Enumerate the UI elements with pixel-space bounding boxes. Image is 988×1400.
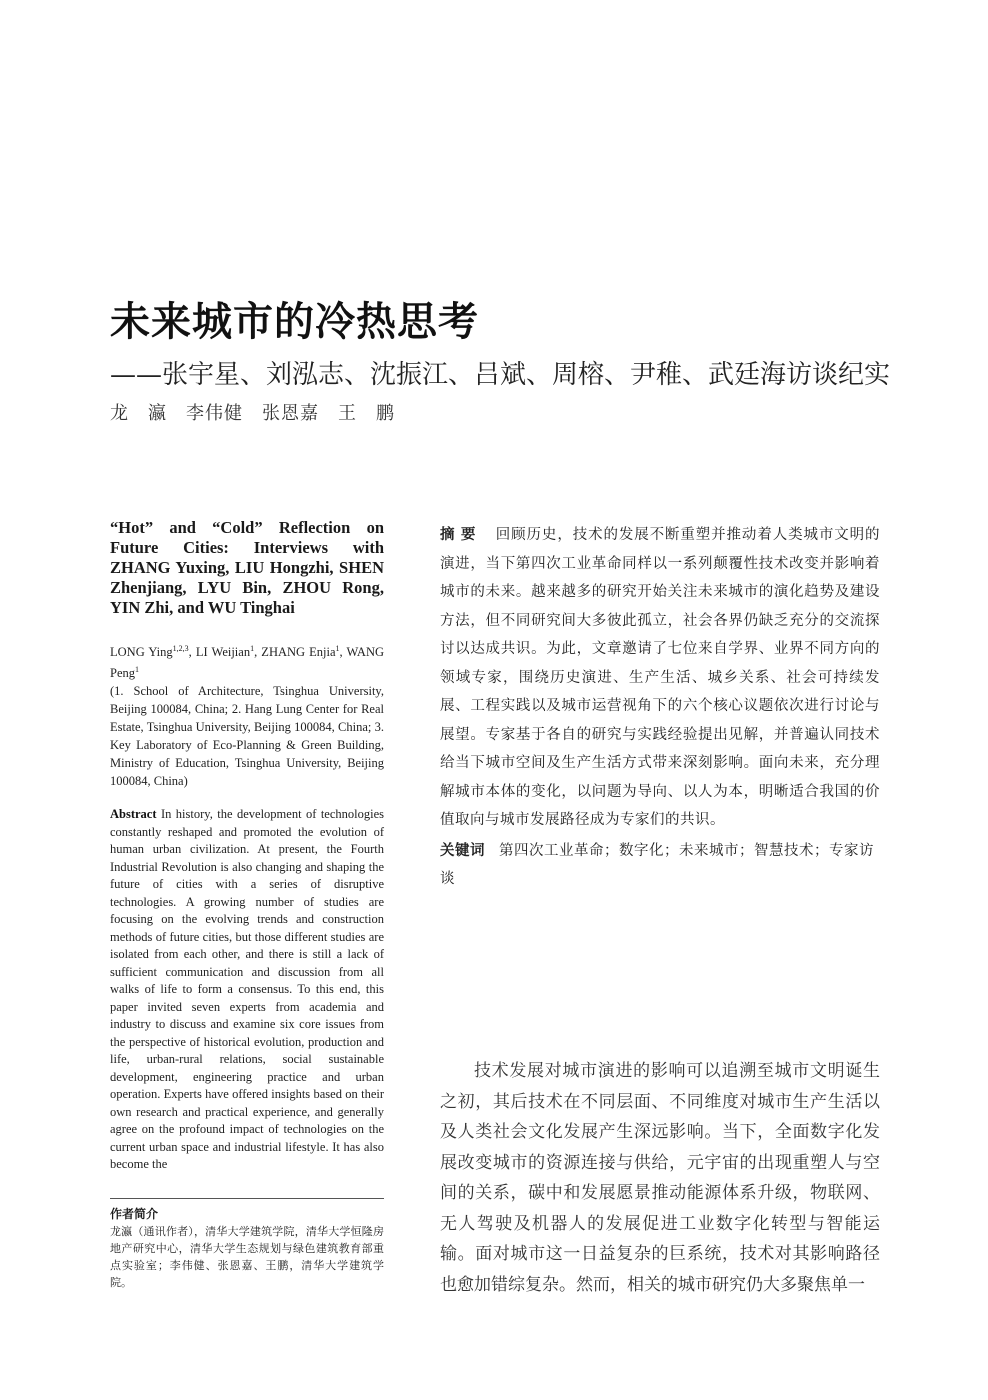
keywords-label: 关键词 [440, 842, 485, 859]
english-column [110, 518, 384, 1172]
chinese-abstract-text: 回顾历史，技术的发展不断重塑并推动着人类城市文明的演进，当下第四次工业革命同样以一系列颠覆性技术改变并影响着城市的未来。越来越多的研究开始关注未来城市的演化趋势及建设方法，但不同研究间大多彼此孤立，社会各界仍缺乏充分的交流探讨以达成共识。为此，文章邀请了七位来自学界、业界不同方向的领域专家，围绕历史演进、生产生活、城乡关系、社会可持续发展、工程实践以及城市运营视角下的六个核心议题依次进行讨论与展望。专家基于各自的研究与实践经验提出见解，并普遍认同技术给当下城市空间及生产生活方式带来深刻影响。面向未来，充分理解城市本体的变化，以问题为导向、以人为本，明晰适合我国的价值取向与城市发展路径成为专家们的共识。 [440, 527, 881, 828]
chinese-abstract [440, 521, 880, 835]
author-affiliation-mark: 1 [135, 665, 139, 675]
chinese-abstract-column [440, 521, 880, 894]
author-name: , LI Weijian [188, 645, 251, 660]
author-name: LONG Ying [110, 645, 173, 660]
author-name: , ZHANG Enjia [254, 645, 336, 660]
english-abstract-text: In history, the development of technologies constantly reshaped and promoted the evolution of human urban civilization. At present, the Fourth Industrial Revolution is also changing and shaping the future of cities with a series of disruptive technologies. A growing number of studies are focusing on the evolving trends and construction methods of future cities, but those different studies are isolated from each other, and there is still a lack of sufficient communication and discussion from all walks of life to form a consensus. To this end, this paper invited seven experts from academia and industry to discuss and examine six core issues from the perspective of historical evolution, production and life, urban-rural relations, social sustainable development, engineering practice and urban operation. Experts have offered insights based on their own research and practical experience, and generally agree on the profound impact of technologies on the current urban space and industrial lifestyle. It has also become the [110, 807, 384, 1172]
page-subtitle: ——张宇星、刘泓志、沈振江、吕斌、周榕、尹稚、武廷海访谈纪实 [110, 360, 891, 390]
author-bio-heading: 作者简介 [110, 1207, 159, 1221]
author-affiliation-mark: 1,2,3 [172, 644, 189, 653]
author-bio [110, 1198, 384, 1291]
chinese-abstract-label: 摘要 [440, 527, 482, 543]
author-affiliation-mark: 1 [335, 644, 340, 653]
author-affiliation-mark: 1 [250, 644, 255, 653]
body-text: 技术发展对城市演进的影响可以追溯至城市文明诞生之初，其后技术在不同层面、不同维度对城市生产生活以及人类社会文化发展产生深远影响。当下，全面数字化发展改变城市的资源连接与供给，元宇宙的出现重塑人与空间的关系，碳中和发展愿景推动能源体系升级，物联网、无人驾驶及机器人的发展促进工业数字化转型与智能运输。面对城市这一日益复杂的巨系统，技术对其影响路径也愈加错综复杂。然而，相关的城市研究仍大多聚焦单一 [440, 1061, 880, 1295]
keywords [440, 837, 880, 894]
author-name: , WANG Peng [110, 645, 384, 681]
keywords-text: 第四次工业革命；数字化；未来城市；智慧技术；专家访谈 [440, 842, 874, 887]
english-affiliation: (1. School of Architecture, Tsinghua University, Beijing 100084, China; 2. Hang Lung Center for Real Estate, Tsinghua University, Beijing 100084, China; 3. Key Laboratory of Eco-Planning & Green Building, Ministry of Education, Tsinghua University, Beijing 100084, China) [110, 684, 384, 789]
english-authors [110, 640, 384, 682]
authors-chinese: 龙 瀛 李伟健 张恩嘉 王 鹏 [110, 403, 395, 424]
english-abstract [110, 806, 384, 1172]
english-abstract-label: Abstract [110, 807, 157, 822]
author-bio-text: 龙瀛（通讯作者），清华大学建筑学院，清华大学恒隆房地产研究中心，清华大学生态规划与绿色建筑教育部重点实验室；李伟健、张恩嘉、王鹏，清华大学建筑学院。 [110, 1225, 384, 1289]
english-title: “Hot” and “Cold” Reflection on Future Cities: Interviews with ZHANG Yuxing, LIU Hongzhi, SHEN Zhenjiang, LYU Bin, ZHOU Rong, YIN Zhi, and WU Tinghai [110, 518, 384, 617]
page-title: 未来城市的冷热思考 [110, 298, 479, 345]
